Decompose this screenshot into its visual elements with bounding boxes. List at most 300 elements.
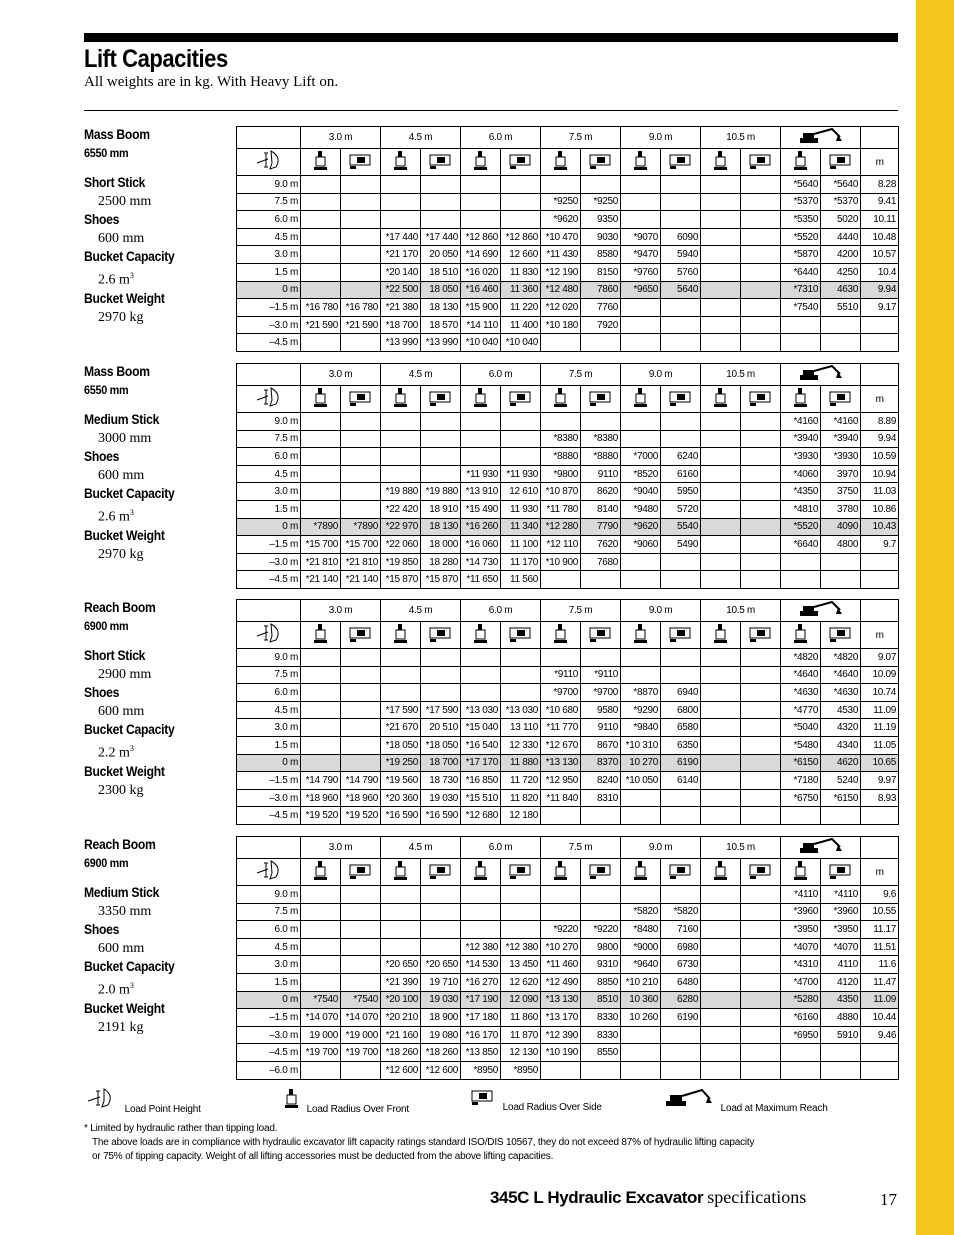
stick-label: Medium Stick	[84, 885, 160, 900]
bucket-capacity-label: Bucket Capacity	[84, 249, 175, 264]
capacity-cell	[701, 666, 741, 684]
capacity-cell: *16 590	[381, 807, 421, 825]
capacity-cell	[701, 281, 741, 299]
load-radius-side-icon	[470, 1087, 496, 1110]
load-point-height-icon	[255, 387, 283, 412]
bucket-weight-label: Bucket Weight	[84, 527, 165, 543]
capacity-cell: *11 840	[541, 789, 581, 807]
load-radius-side-icon	[348, 862, 374, 883]
load-radius-side-icon	[588, 152, 614, 173]
capacity-cell	[501, 430, 541, 448]
capacity-cell	[741, 789, 781, 807]
capacity-cell: *16 590	[421, 807, 461, 825]
bucket-weight-label: Bucket Weight	[84, 763, 165, 779]
machine-spec	[84, 836, 234, 1037]
capacity-cell: 10.94	[861, 465, 899, 483]
side-icon-cell	[661, 622, 701, 649]
shoes-value: 600 mm	[98, 941, 145, 956]
capacity-cell	[381, 666, 421, 684]
front-icon-cell	[541, 622, 581, 649]
capacity-cell	[301, 430, 341, 448]
capacity-cell: *3960	[821, 903, 861, 921]
radius-header: 4.5 m	[381, 127, 461, 149]
capacity-cell	[341, 903, 381, 921]
capacity-cell: *17 190	[461, 991, 501, 1009]
capacity-cell: *4630	[821, 684, 861, 702]
capacity-cell	[741, 903, 781, 921]
load-height: 1.5 m	[237, 500, 301, 518]
capacity-cell	[741, 701, 781, 719]
load-radius-front-icon	[713, 387, 729, 412]
side-icon-cell	[741, 149, 781, 176]
capacity-cell: 11 400	[501, 316, 541, 334]
capacity-cell: 18 510	[421, 263, 461, 281]
capacity-cell	[701, 483, 741, 501]
boom-value: 6900 mm	[84, 856, 129, 870]
capacity-cell	[661, 886, 701, 904]
capacity-cell: *9060	[621, 536, 661, 554]
capacity-cell	[741, 193, 781, 211]
capacity-cell: *11 930	[461, 465, 501, 483]
capacity-cell: 9.94	[861, 281, 899, 299]
front-icon-cell	[381, 386, 421, 413]
capacity-cell	[741, 316, 781, 334]
side-icon-cell	[501, 386, 541, 413]
capacity-cell: 10.48	[861, 228, 899, 246]
capacity-cell	[381, 938, 421, 956]
table-row	[237, 701, 899, 719]
load-height: 7.5 m	[237, 666, 301, 684]
capacity-cell: 11 100	[501, 536, 541, 554]
bucket-capacity-label: Bucket Capacity	[84, 722, 175, 737]
unit-m: m	[861, 149, 899, 176]
legend-load-max-reach: Load at Maximum Reach	[664, 1087, 824, 1112]
side-icon-cell	[581, 859, 621, 886]
capacity-cell: *12 020	[541, 299, 581, 317]
load-height: 4.5 m	[237, 465, 301, 483]
table-row	[237, 903, 899, 921]
capacity-cell	[741, 973, 781, 991]
capacity-cell: 4350	[821, 991, 861, 1009]
capacity-cell	[301, 719, 341, 737]
capacity-cell	[421, 448, 461, 466]
capacity-cell: *5350	[781, 211, 821, 229]
load-radius-front-icon	[473, 387, 489, 412]
capacity-cell: *4110	[821, 886, 861, 904]
capacity-cell: *4770	[781, 701, 821, 719]
capacity-cell	[301, 684, 341, 702]
load-max-reach-icon	[664, 1087, 714, 1112]
page-footer	[490, 1187, 806, 1208]
capacity-cell	[661, 571, 701, 589]
capacity-cell	[581, 649, 621, 667]
capacity-cell: *8870	[621, 684, 661, 702]
capacity-cell: 3750	[821, 483, 861, 501]
load-radius-front-icon	[633, 623, 649, 648]
capacity-cell: *14 070	[341, 1009, 381, 1027]
capacity-cell: 9.07	[861, 649, 899, 667]
capacity-cell: 4440	[821, 228, 861, 246]
capacity-cell: *15 040	[461, 719, 501, 737]
capacity-cell	[301, 666, 341, 684]
load-height: –1.5 m	[237, 772, 301, 790]
capacity-cell	[701, 176, 741, 194]
capacity-cell	[741, 448, 781, 466]
capacity-cell: *9700	[581, 684, 621, 702]
capacity-cell: *17 440	[421, 228, 461, 246]
capacity-cell: *3950	[781, 921, 821, 939]
capacity-cell: *21 810	[341, 553, 381, 571]
capacity-cell: 10 360	[621, 991, 661, 1009]
capacity-cell	[701, 193, 741, 211]
capacity-cell: 9030	[581, 228, 621, 246]
capacity-cell: *9620	[541, 211, 581, 229]
capacity-cell	[541, 176, 581, 194]
side-icon-cell	[341, 386, 381, 413]
capacity-cell	[661, 553, 701, 571]
table-row	[237, 754, 899, 772]
capacity-cell	[661, 666, 701, 684]
shoes-label: Shoes	[84, 922, 120, 937]
bucket-capacity-value: 2.6 $m^3$	[98, 271, 134, 288]
capacity-cell: 12 620	[501, 973, 541, 991]
load-radius-side-icon	[588, 389, 614, 410]
load-height: 4.5 m	[237, 938, 301, 956]
load-radius-side-icon	[428, 862, 454, 883]
capacity-cell: 5640	[661, 281, 701, 299]
capacity-cell: 6480	[661, 973, 701, 991]
load-height: –4.5 m	[237, 1044, 301, 1062]
footer-suffix: specifications	[707, 1187, 807, 1207]
capacity-cell	[701, 903, 741, 921]
capacity-cell	[741, 263, 781, 281]
load-height: –3.0 m	[237, 553, 301, 571]
capacity-cell: 9800	[581, 938, 621, 956]
capacity-cell: *20 140	[381, 263, 421, 281]
radius-header: 3.0 m	[301, 600, 381, 622]
side-icon-cell	[501, 622, 541, 649]
side-icon-cell	[421, 386, 461, 413]
load-radius-front-icon	[313, 150, 329, 175]
capacity-cell: *16 540	[461, 736, 501, 754]
capacity-cell: 19 080	[421, 1026, 461, 1044]
table-row	[237, 1009, 899, 1027]
capacity-cell	[301, 193, 341, 211]
capacity-cell	[741, 772, 781, 790]
capacity-cell	[621, 807, 661, 825]
capacity-cell	[701, 684, 741, 702]
load-height: 1.5 m	[237, 263, 301, 281]
capacity-cell	[341, 886, 381, 904]
capacity-cell	[301, 413, 341, 431]
capacity-cell: *4310	[781, 956, 821, 974]
capacity-cell: *16 780	[301, 299, 341, 317]
table-row	[237, 1026, 899, 1044]
capacity-cell: *4630	[781, 684, 821, 702]
load-radius-side-icon	[668, 389, 694, 410]
capacity-cell	[741, 571, 781, 589]
capacity-cell	[701, 246, 741, 264]
capacity-cell: *20 650	[421, 956, 461, 974]
capacity-cell	[701, 956, 741, 974]
capacity-cell: *8880	[541, 448, 581, 466]
front-icon-cell	[301, 386, 341, 413]
load-height: –3.0 m	[237, 789, 301, 807]
capacity-cell: *12 860	[461, 228, 501, 246]
capacity-cell	[781, 807, 821, 825]
capacity-cell: *9840	[621, 719, 661, 737]
capacity-cell	[341, 500, 381, 518]
radius-header: 4.5 m	[381, 364, 461, 386]
capacity-cell	[661, 789, 701, 807]
capacity-cell: *5820	[621, 903, 661, 921]
capacity-cell: 9.46	[861, 1026, 899, 1044]
capacity-cell: 9.17	[861, 299, 899, 317]
footnote-compliance: The above loads are in compliance with hydraulic excavator lift capacity ratings standard ISO/DIS 10567, they do not exceed 87% of hydraulic lifting capacity	[92, 1137, 755, 1148]
capacity-cell: *19 250	[381, 754, 421, 772]
capacity-cell: 4090	[821, 518, 861, 536]
load-height: 7.5 m	[237, 903, 301, 921]
radius-header: 7.5 m	[541, 837, 621, 859]
capacity-cell: *22 420	[381, 500, 421, 518]
capacity-cell	[741, 176, 781, 194]
capacity-cell	[701, 886, 741, 904]
capacity-cell: *20 650	[381, 956, 421, 974]
capacity-cell: 20 510	[421, 719, 461, 737]
boom-label: Reach Boom	[84, 600, 156, 615]
capacity-cell: 8370	[581, 754, 621, 772]
front-icon-cell	[301, 622, 341, 649]
capacity-cell: *10 680	[541, 701, 581, 719]
capacity-cell: *11 770	[541, 719, 581, 737]
unit-m: m	[861, 386, 899, 413]
table-row	[237, 736, 899, 754]
load-radius-side-icon	[748, 389, 774, 410]
capacity-cell: *18 960	[301, 789, 341, 807]
capacity-cell: 5720	[661, 500, 701, 518]
capacity-cell: *17 170	[461, 754, 501, 772]
legend-load-radius-side: Load Radius Over Side	[470, 1087, 598, 1110]
capacity-cell	[301, 500, 341, 518]
front-icon-cell	[621, 622, 661, 649]
table-row	[237, 807, 899, 825]
table-row	[237, 991, 899, 1009]
max-reach-header	[781, 600, 861, 622]
capacity-cell	[701, 211, 741, 229]
capacity-cell: *5520	[781, 518, 821, 536]
capacity-cell	[701, 465, 741, 483]
capacity-cell	[701, 316, 741, 334]
max-reach-header	[781, 364, 861, 386]
capacity-cell	[701, 938, 741, 956]
boom-value: 6900 mm	[84, 619, 129, 633]
capacity-cell	[301, 903, 341, 921]
capacity-cell: *10 040	[501, 334, 541, 352]
capacity-cell	[341, 719, 381, 737]
load-radius-side-icon	[668, 625, 694, 646]
capacity-cell: *19 700	[341, 1044, 381, 1062]
capacity-cell	[821, 1044, 861, 1062]
table-row	[237, 413, 899, 431]
capacity-cell	[621, 571, 661, 589]
capacity-cell: 9.6	[861, 886, 899, 904]
capacity-cell: *3930	[821, 448, 861, 466]
capacity-cell: 18 570	[421, 316, 461, 334]
capacity-cell: *9640	[621, 956, 661, 974]
capacity-cell: 11 820	[501, 789, 541, 807]
capacity-cell	[741, 719, 781, 737]
capacity-cell	[541, 1061, 581, 1079]
capacity-cell	[621, 649, 661, 667]
stick-value: 2900 mm	[98, 667, 152, 682]
capacity-cell: *12 680	[461, 807, 501, 825]
capacity-cell: 4530	[821, 701, 861, 719]
capacity-cell	[661, 1044, 701, 1062]
capacity-cell	[301, 176, 341, 194]
capacity-cell: *4070	[781, 938, 821, 956]
capacity-cell	[381, 921, 421, 939]
corner-cell	[237, 127, 301, 149]
capacity-cell	[301, 973, 341, 991]
capacity-cell: *9250	[541, 193, 581, 211]
capacity-cell	[581, 886, 621, 904]
load-radius-side-icon	[828, 862, 854, 883]
table-row	[237, 772, 899, 790]
side-icon-cell	[421, 622, 461, 649]
load-radius-front-icon	[473, 150, 489, 175]
table-row	[237, 938, 899, 956]
radius-header: 6.0 m	[461, 364, 541, 386]
load-point-height-icon	[255, 150, 283, 175]
capacity-cell: 4630	[821, 281, 861, 299]
capacity-cell: *21 590	[301, 316, 341, 334]
footnote-asterisk: * Limited by hydraulic rather than tipping load.	[84, 1123, 278, 1134]
capacity-cell	[741, 483, 781, 501]
footer-model: 345C L Hydraulic Excavator	[490, 1188, 704, 1207]
radius-header: 7.5 m	[541, 600, 621, 622]
front-icon-cell	[781, 622, 821, 649]
capacity-cell	[581, 413, 621, 431]
capacity-cell	[821, 1061, 861, 1079]
capacity-cell: 5950	[661, 483, 701, 501]
radius-header: 6.0 m	[461, 837, 541, 859]
capacity-cell: 11.09	[861, 991, 899, 1009]
capacity-cell: *14 070	[301, 1009, 341, 1027]
side-icon-cell	[581, 149, 621, 176]
capacity-cell: *3960	[781, 903, 821, 921]
capacity-cell	[781, 553, 821, 571]
capacity-cell: 9310	[581, 956, 621, 974]
capacity-cell	[621, 176, 661, 194]
capacity-cell: *4060	[781, 465, 821, 483]
capacity-cell: *14 110	[461, 316, 501, 334]
load-height: 9.0 m	[237, 649, 301, 667]
radius-header: 10.5 m	[701, 600, 781, 622]
side-icon-cell	[581, 622, 621, 649]
capacity-cell: *12 600	[381, 1061, 421, 1079]
capacity-cell: *12 380	[461, 938, 501, 956]
capacity-cell: *9220	[581, 921, 621, 939]
bucket-capacity-value: 2.6 $m^3$	[98, 508, 134, 525]
capacity-cell	[701, 789, 741, 807]
capacity-cell: *15 700	[341, 536, 381, 554]
table-row	[237, 649, 899, 667]
boom-value: 6550 mm	[84, 146, 129, 160]
capacity-cell: *5370	[781, 193, 821, 211]
capacity-cell: *5640	[781, 176, 821, 194]
capacity-cell	[341, 413, 381, 431]
capacity-cell	[741, 807, 781, 825]
reach-unit-header	[861, 364, 899, 386]
table-row	[237, 500, 899, 518]
capacity-cell: 18 130	[421, 518, 461, 536]
load-height: 6.0 m	[237, 211, 301, 229]
capacity-cell: 18 000	[421, 536, 461, 554]
capacity-cell	[701, 1009, 741, 1027]
table-row	[237, 193, 899, 211]
capacity-cell: *5640	[821, 176, 861, 194]
capacity-cell: 12 090	[501, 991, 541, 1009]
capacity-cell: *15 870	[421, 571, 461, 589]
capacity-cell	[621, 299, 661, 317]
capacity-cell: *3940	[781, 430, 821, 448]
load-height: 4.5 m	[237, 228, 301, 246]
capacity-cell: *5870	[781, 246, 821, 264]
capacity-cell: *9620	[621, 518, 661, 536]
capacity-cell	[501, 211, 541, 229]
capacity-cell: 4320	[821, 719, 861, 737]
boom-label: Mass Boom	[84, 127, 150, 142]
capacity-cell: 6350	[661, 736, 701, 754]
boom-label: Mass Boom	[84, 364, 150, 379]
load-height: 0 m	[237, 754, 301, 772]
table-row	[237, 263, 899, 281]
capacity-cell: *3940	[821, 430, 861, 448]
capacity-cell: 7920	[581, 316, 621, 334]
load-radius-front-icon	[284, 1087, 300, 1114]
capacity-cell: 12 330	[501, 736, 541, 754]
capacity-cell	[341, 649, 381, 667]
capacity-cell: *11 930	[501, 465, 541, 483]
capacity-cell: *16 850	[461, 772, 501, 790]
capacity-cell: *11 650	[461, 571, 501, 589]
capacity-cell: 5540	[661, 518, 701, 536]
capacity-cell: 6580	[661, 719, 701, 737]
capacity-cell: *8520	[621, 465, 661, 483]
capacity-cell: *19 000	[341, 1026, 381, 1044]
capacity-cell: *7180	[781, 772, 821, 790]
capacity-cell: 12 610	[501, 483, 541, 501]
stick-label: Short Stick	[84, 648, 146, 663]
capacity-cell: *6440	[781, 263, 821, 281]
capacity-cell	[341, 448, 381, 466]
capacity-cell	[341, 754, 381, 772]
capacity-cell	[621, 666, 661, 684]
capacity-cell: *9480	[621, 500, 661, 518]
capacity-cell: 10.74	[861, 684, 899, 702]
capacity-cell: 13 110	[501, 719, 541, 737]
capacity-cell: 8330	[581, 1026, 621, 1044]
capacity-cell: 7790	[581, 518, 621, 536]
capacity-cell	[661, 649, 701, 667]
capacity-cell: *13 170	[541, 1009, 581, 1027]
capacity-cell: 18 910	[421, 500, 461, 518]
page-number: 17	[880, 1190, 897, 1209]
capacity-cell: *15 510	[461, 789, 501, 807]
capacity-cell: 10.65	[861, 754, 899, 772]
capacity-cell	[781, 571, 821, 589]
front-icon-cell	[701, 859, 741, 886]
